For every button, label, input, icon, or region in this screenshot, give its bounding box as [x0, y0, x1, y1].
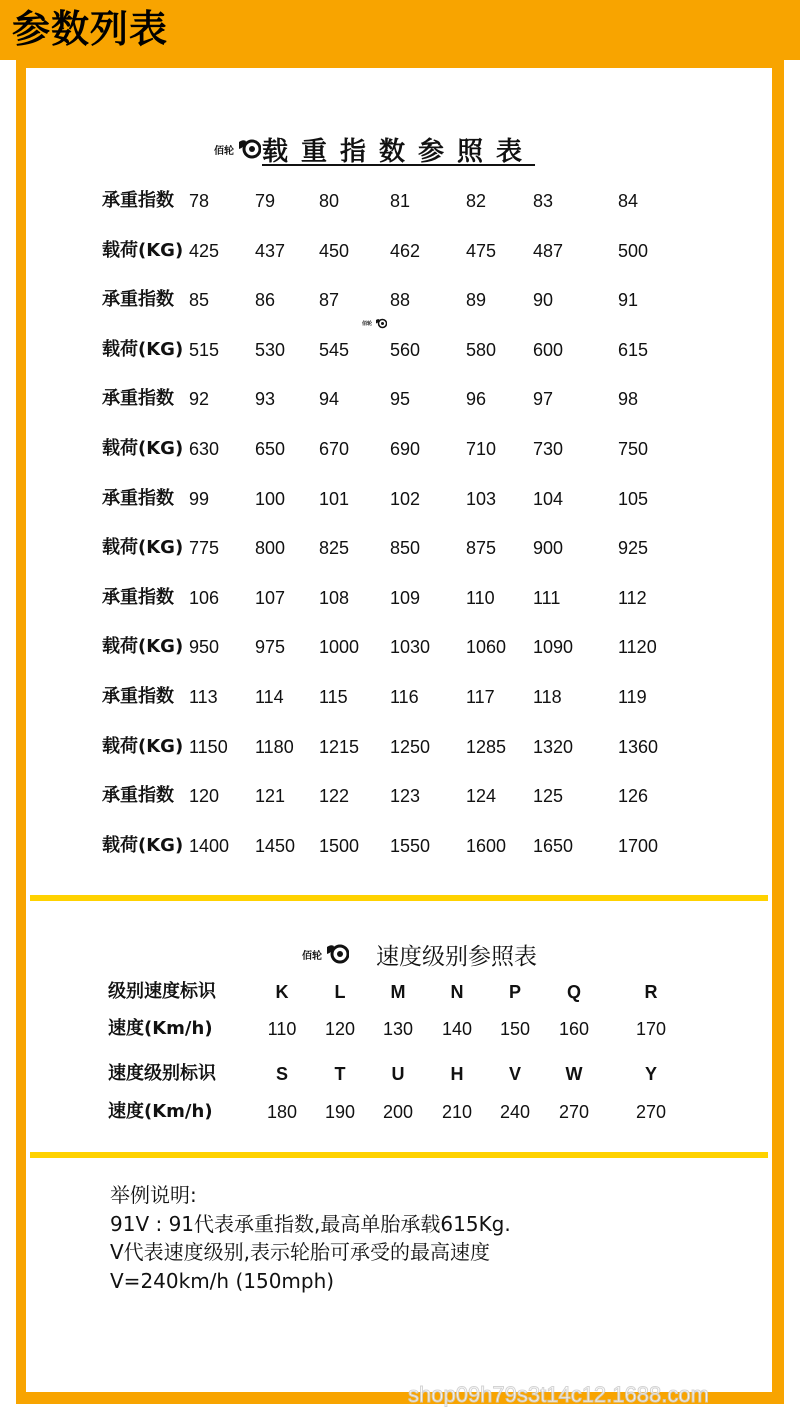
section-divider — [30, 1152, 768, 1158]
speed-table-title: 速度级别参照表 — [376, 944, 537, 970]
row-label: 载荷(KG) — [102, 339, 184, 360]
row-label: 承重指数 — [102, 289, 174, 310]
table-cell: 122 — [319, 786, 350, 806]
page-header — [0, 0, 800, 60]
table-cell: 111 — [533, 588, 561, 608]
page-title: 参数列表 — [12, 7, 169, 51]
table-cell: 114 — [255, 687, 284, 707]
speed-value: 130 — [382, 1019, 414, 1039]
table-cell: 99 — [189, 489, 210, 509]
table-cell: 1215 — [319, 737, 360, 757]
table-cell: 81 — [390, 191, 411, 211]
table-cell: 1450 — [255, 836, 296, 856]
table-cell: 82 — [466, 191, 487, 211]
table-cell: 500 — [618, 241, 649, 261]
speed-symbol: T — [334, 1064, 346, 1084]
speed-value: 270 — [558, 1102, 590, 1122]
table-cell: 1650 — [533, 836, 574, 856]
tire-icon — [237, 138, 261, 160]
table-cell: 107 — [255, 588, 286, 608]
note-heading: 举例说明: — [110, 1183, 197, 1207]
table-cell: 116 — [390, 687, 419, 707]
speed-symbol: K — [275, 982, 289, 1002]
row-label: 速度(Km/h) — [108, 1101, 213, 1122]
table-cell: 108 — [319, 588, 350, 608]
table-cell: 530 — [255, 340, 286, 360]
table-cell: 775 — [189, 538, 220, 558]
table-cell: 925 — [618, 538, 649, 558]
speed-symbol: W — [565, 1064, 583, 1084]
table-cell: 1320 — [533, 737, 574, 757]
table-cell: 112 — [618, 588, 647, 608]
table-cell: 115 — [319, 687, 348, 707]
row-label: 承重指数 — [102, 785, 174, 806]
row-label: 载荷(KG) — [102, 240, 184, 261]
row-label: 承重指数 — [102, 488, 174, 509]
table-cell: 98 — [618, 389, 639, 409]
table-cell: 126 — [618, 786, 649, 806]
speed-value: 170 — [635, 1019, 667, 1039]
table-cell: 102 — [390, 489, 421, 509]
row-label: 速度级别标识 — [108, 1063, 216, 1084]
table-cell: 105 — [618, 489, 649, 509]
table-cell: 950 — [189, 637, 220, 657]
table-cell: 1030 — [390, 637, 431, 657]
table-cell: 100 — [255, 489, 286, 509]
tire-icon — [375, 318, 387, 329]
speed-value: 270 — [635, 1102, 667, 1122]
brand-logo — [214, 138, 261, 160]
table-cell: 1285 — [466, 737, 507, 757]
table-cell: 1000 — [319, 637, 360, 657]
table-cell: 475 — [466, 241, 497, 261]
table-cell: 113 — [189, 687, 218, 707]
table-cell: 1060 — [466, 637, 507, 657]
row-label: 级别速度标识 — [108, 981, 216, 1002]
row-label: 载荷(KG) — [102, 537, 184, 558]
row-label: 承重指数 — [102, 190, 174, 211]
brand-logo — [302, 943, 349, 965]
table-cell: 450 — [319, 241, 350, 261]
speed-value: 110 — [267, 1019, 297, 1039]
table-cell: 94 — [319, 389, 340, 409]
table-cell: 825 — [319, 538, 350, 558]
table-cell: 80 — [319, 191, 340, 211]
speed-value: 140 — [441, 1019, 473, 1039]
table-cell: 83 — [533, 191, 554, 211]
table-cell: 91 — [618, 290, 639, 310]
table-cell: 600 — [533, 340, 564, 360]
table-cell: 121 — [255, 786, 286, 806]
brand-name: 佰轮 — [214, 145, 234, 157]
table-cell: 670 — [319, 439, 350, 459]
speed-value: 210 — [441, 1102, 473, 1122]
table-cell: 730 — [533, 439, 564, 459]
note-line: V代表速度级别,表示轮胎可承受的最高速度 — [110, 1240, 491, 1264]
table-cell: 90 — [533, 290, 554, 310]
table-cell: 650 — [255, 439, 286, 459]
row-label: 载荷(KG) — [102, 636, 184, 657]
table-cell: 850 — [390, 538, 421, 558]
table-cell: 95 — [390, 389, 411, 409]
table-cell: 515 — [189, 340, 220, 360]
table-cell: 88 — [390, 290, 411, 310]
table-cell: 615 — [618, 340, 649, 360]
table-cell: 109 — [390, 588, 421, 608]
table-cell: 630 — [189, 439, 220, 459]
table-cell: 79 — [255, 191, 276, 211]
table-cell: 750 — [618, 439, 649, 459]
speed-symbol: N — [450, 982, 464, 1002]
table-cell: 1180 — [255, 737, 294, 757]
table-cell: 78 — [189, 191, 210, 211]
speed-symbol: S — [275, 1064, 289, 1084]
note-line: V=240km/h (150mph) — [110, 1269, 335, 1293]
table-cell: 85 — [189, 290, 210, 310]
table-cell: 1120 — [618, 637, 657, 657]
table-cell: 900 — [533, 538, 564, 558]
table-cell: 1090 — [533, 637, 574, 657]
table-cell: 97 — [533, 389, 554, 409]
table-cell: 1150 — [189, 737, 228, 757]
table-cell: 690 — [390, 439, 421, 459]
table-cell: 92 — [189, 389, 210, 409]
table-cell: 710 — [466, 439, 497, 459]
table-cell: 110 — [466, 588, 495, 608]
speed-symbol: H — [450, 1064, 464, 1084]
speed-value: 240 — [499, 1102, 531, 1122]
table-cell: 104 — [533, 489, 564, 509]
note-line: 91V : 91代表承重指数,最高单胎承载615Kg. — [110, 1212, 511, 1236]
section-divider — [30, 895, 768, 901]
table-cell: 93 — [255, 389, 276, 409]
table-cell: 123 — [390, 786, 421, 806]
table-cell: 1360 — [618, 737, 659, 757]
speed-value: 120 — [324, 1019, 356, 1039]
watermark: shop09h79s3t14c12.1688.com — [408, 1382, 709, 1407]
row-label: 承重指数 — [102, 388, 174, 409]
row-label: 承重指数 — [102, 587, 174, 608]
table-cell: 103 — [466, 489, 497, 509]
table-cell: 1500 — [319, 836, 360, 856]
speed-value: 190 — [324, 1102, 356, 1122]
speed-symbol: P — [508, 982, 522, 1002]
table-cell: 462 — [390, 241, 421, 261]
brand-name: 佰轮 — [302, 950, 322, 962]
table-cell: 875 — [466, 538, 497, 558]
table-cell: 487 — [533, 241, 564, 261]
table-cell: 125 — [533, 786, 564, 806]
table-cell: 87 — [319, 290, 340, 310]
speed-value: 200 — [382, 1102, 414, 1122]
table-cell: 1550 — [390, 836, 431, 856]
table-cell: 1400 — [189, 836, 230, 856]
table-cell: 118 — [533, 687, 562, 707]
brand-logo-small — [362, 318, 387, 329]
table-cell: 1600 — [466, 836, 507, 856]
table-cell: 1700 — [618, 836, 659, 856]
table-cell: 120 — [189, 786, 220, 806]
brand-name-small: 佰轮 — [362, 321, 373, 327]
speed-symbol: Q — [566, 982, 582, 1002]
table-cell: 101 — [319, 489, 350, 509]
speed-symbol: R — [644, 982, 658, 1002]
table-cell: 425 — [189, 241, 220, 261]
table-cell: 96 — [466, 389, 487, 409]
table-cell: 84 — [618, 191, 639, 211]
table-cell: 560 — [390, 340, 421, 360]
row-label: 载荷(KG) — [102, 835, 184, 856]
row-label: 承重指数 — [102, 686, 174, 707]
table-cell: 89 — [466, 290, 487, 310]
speed-value: 160 — [558, 1019, 590, 1039]
table-cell: 119 — [618, 687, 647, 707]
speed-symbol: L — [334, 982, 346, 1002]
table-cell: 545 — [319, 340, 350, 360]
table-cell: 437 — [255, 241, 286, 261]
table-cell: 975 — [255, 637, 286, 657]
table-cell: 800 — [255, 538, 286, 558]
table-cell: 86 — [255, 290, 276, 310]
load-table-title: 载重指数参照表 — [262, 137, 536, 167]
table-cell: 580 — [466, 340, 497, 360]
row-label: 速度(Km/h) — [108, 1018, 213, 1039]
row-label: 载荷(KG) — [102, 438, 184, 459]
speed-symbol: V — [508, 1064, 522, 1084]
speed-symbol: M — [390, 982, 406, 1002]
speed-value: 150 — [499, 1019, 531, 1039]
speed-value: 180 — [266, 1102, 298, 1122]
speed-symbol: U — [391, 1064, 405, 1084]
speed-symbol: Y — [644, 1064, 658, 1084]
tire-icon — [325, 943, 349, 965]
table-cell: 106 — [189, 588, 220, 608]
table-cell: 117 — [466, 687, 495, 707]
row-label: 载荷(KG) — [102, 736, 184, 757]
table-cell: 124 — [466, 786, 497, 806]
table-cell: 1250 — [390, 737, 431, 757]
